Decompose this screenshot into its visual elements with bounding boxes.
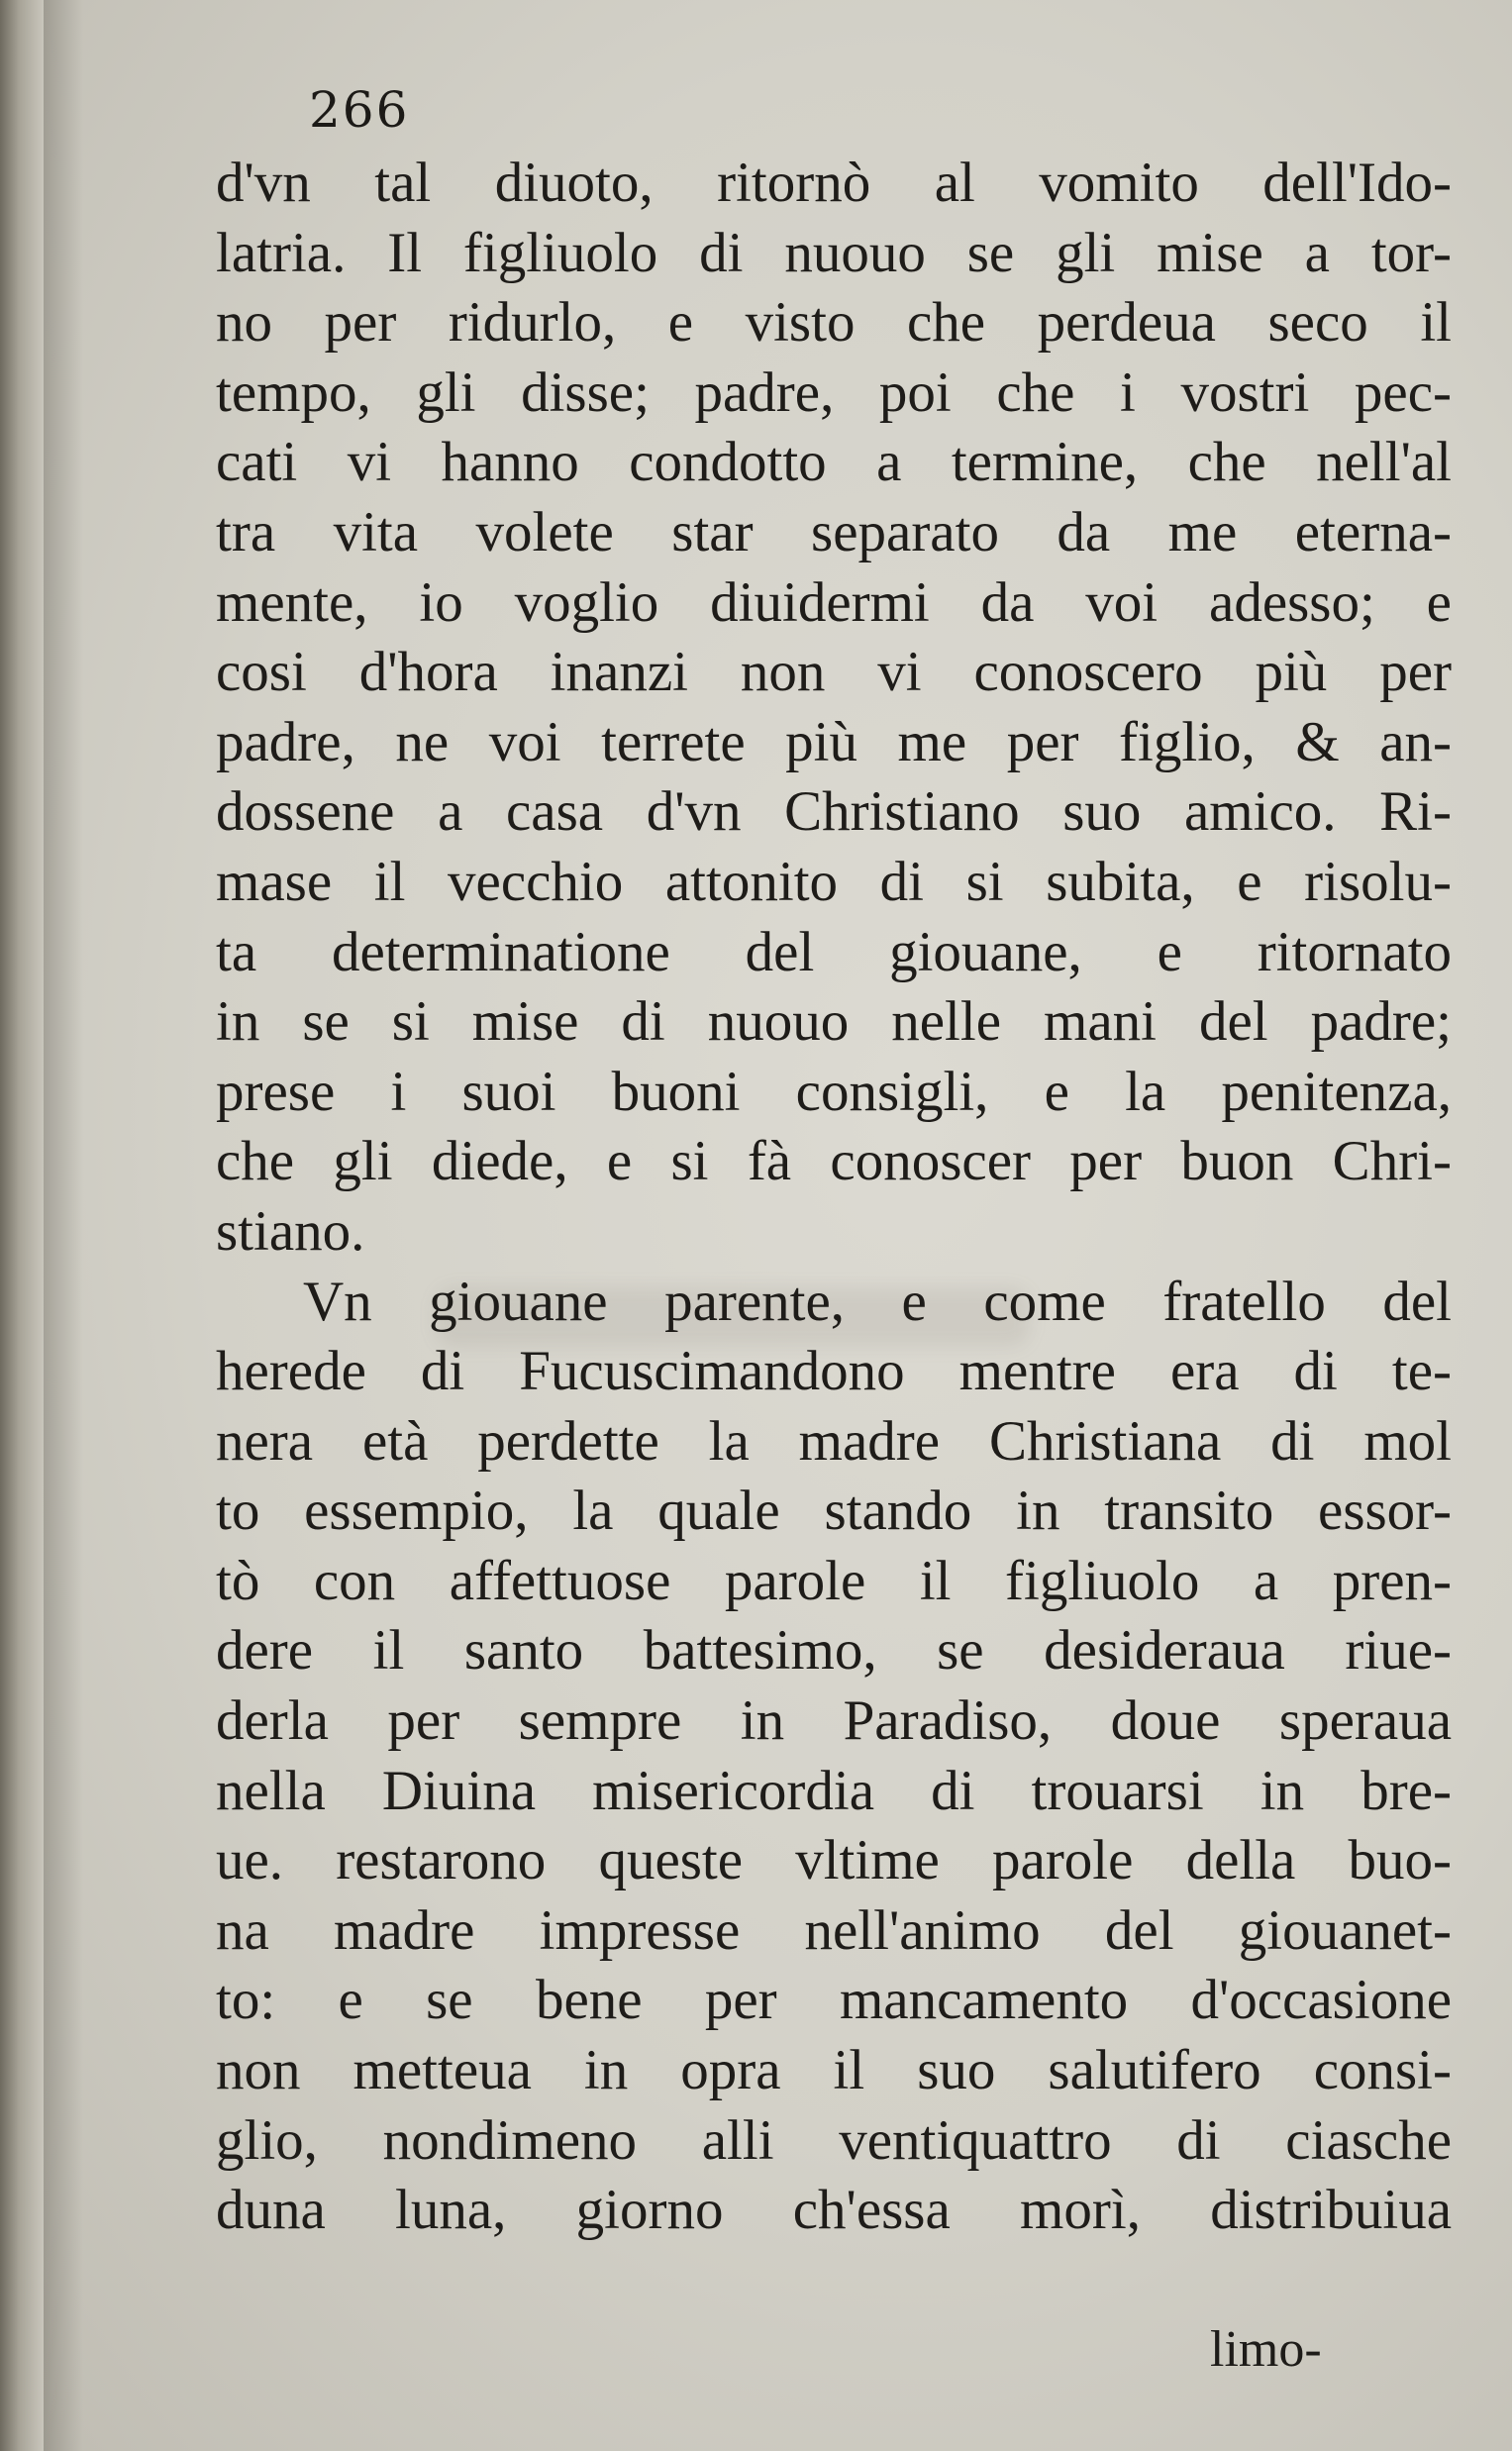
- text-line: latria. Il figliuolo di nuouo se gli mise a tor-: [216, 221, 1452, 284]
- book-spine-edge: [0, 0, 44, 2451]
- text-line: prese i suoi buoni consigli, e la penitenza,: [216, 1060, 1452, 1123]
- text-line: mente, io voglio diuidermi da voi adesso; e: [216, 570, 1452, 634]
- text-line: d'vn tal diuoto, ritornò al vomito dell'Ido-: [216, 152, 1452, 214]
- page-number: 266: [309, 81, 410, 139]
- text-line: ta determinatione del giouane, e ritornato: [216, 920, 1452, 983]
- text-line: dere il santo battesimo, se desideraua riue-: [216, 1619, 1452, 1683]
- text-line: cati vi hanno condotto a termine, che nell'al: [216, 431, 1452, 494]
- paragraph-1: [216, 149, 1452, 1268]
- text-line: tra vita volete star separato da me eterna-: [216, 500, 1452, 563]
- text-line: no per ridurlo, e visto che perdeua seco il: [216, 291, 1452, 355]
- text-line: herede di Fucuscimandono mentre era di te-: [216, 1340, 1452, 1403]
- text-line: cosi d'hora inanzi non vi conoscero più per: [216, 641, 1452, 704]
- text-line: nera età perdette la madre Christiana di mol: [216, 1409, 1452, 1473]
- text-line: na madre impresse nell'animo del giouanet-: [216, 1898, 1452, 1962]
- text-line: che gli diede, e si fà conoscer per buon Chri-: [216, 1130, 1452, 1193]
- text-line: non metteua in opra il suo salutifero consi-: [216, 2039, 1452, 2102]
- body-text: [216, 149, 1452, 2246]
- catchword: limo-: [1210, 2321, 1322, 2378]
- text-line: tò con affettuose parole il figliuolo a pren-: [216, 1549, 1452, 1612]
- text-line: Vn giouane parente, e come fratello del: [303, 1270, 1452, 1333]
- text-line: stiano.: [216, 1199, 365, 1263]
- text-line: glio, nondimeno alli ventiquattro di ciasche: [216, 2108, 1452, 2172]
- text-line: derla per sempre in Paradiso, doue speraua: [216, 1689, 1452, 1753]
- text-line: in se si mise di nuouo nelle mani del padre;: [216, 990, 1452, 1054]
- gutter-shadow: [44, 0, 83, 2451]
- text-line: duna luna, giorno ch'essa morì, distribuiua: [216, 2179, 1452, 2242]
- text-line: ue. restarono queste vltime parole della buo-: [216, 1829, 1452, 1892]
- paragraph-2: [216, 1268, 1452, 2246]
- text-line: to essempio, la quale stando in transito essor-: [216, 1480, 1452, 1543]
- text-line: nella Diuina misericordia di trouarsi in bre-: [216, 1759, 1452, 1822]
- text-line: dossene a casa d'vn Christiano suo amico. Ri-: [216, 780, 1452, 844]
- text-line: to: e se bene per mancamento d'occasione: [216, 1969, 1452, 2032]
- text-line: tempo, gli disse; padre, poi che i vostri pec-: [216, 360, 1452, 424]
- text-line: padre, ne voi terrete più me per figlio, & an-: [216, 710, 1452, 773]
- text-line: mase il vecchio attonito di si subita, e risolu-: [216, 850, 1452, 913]
